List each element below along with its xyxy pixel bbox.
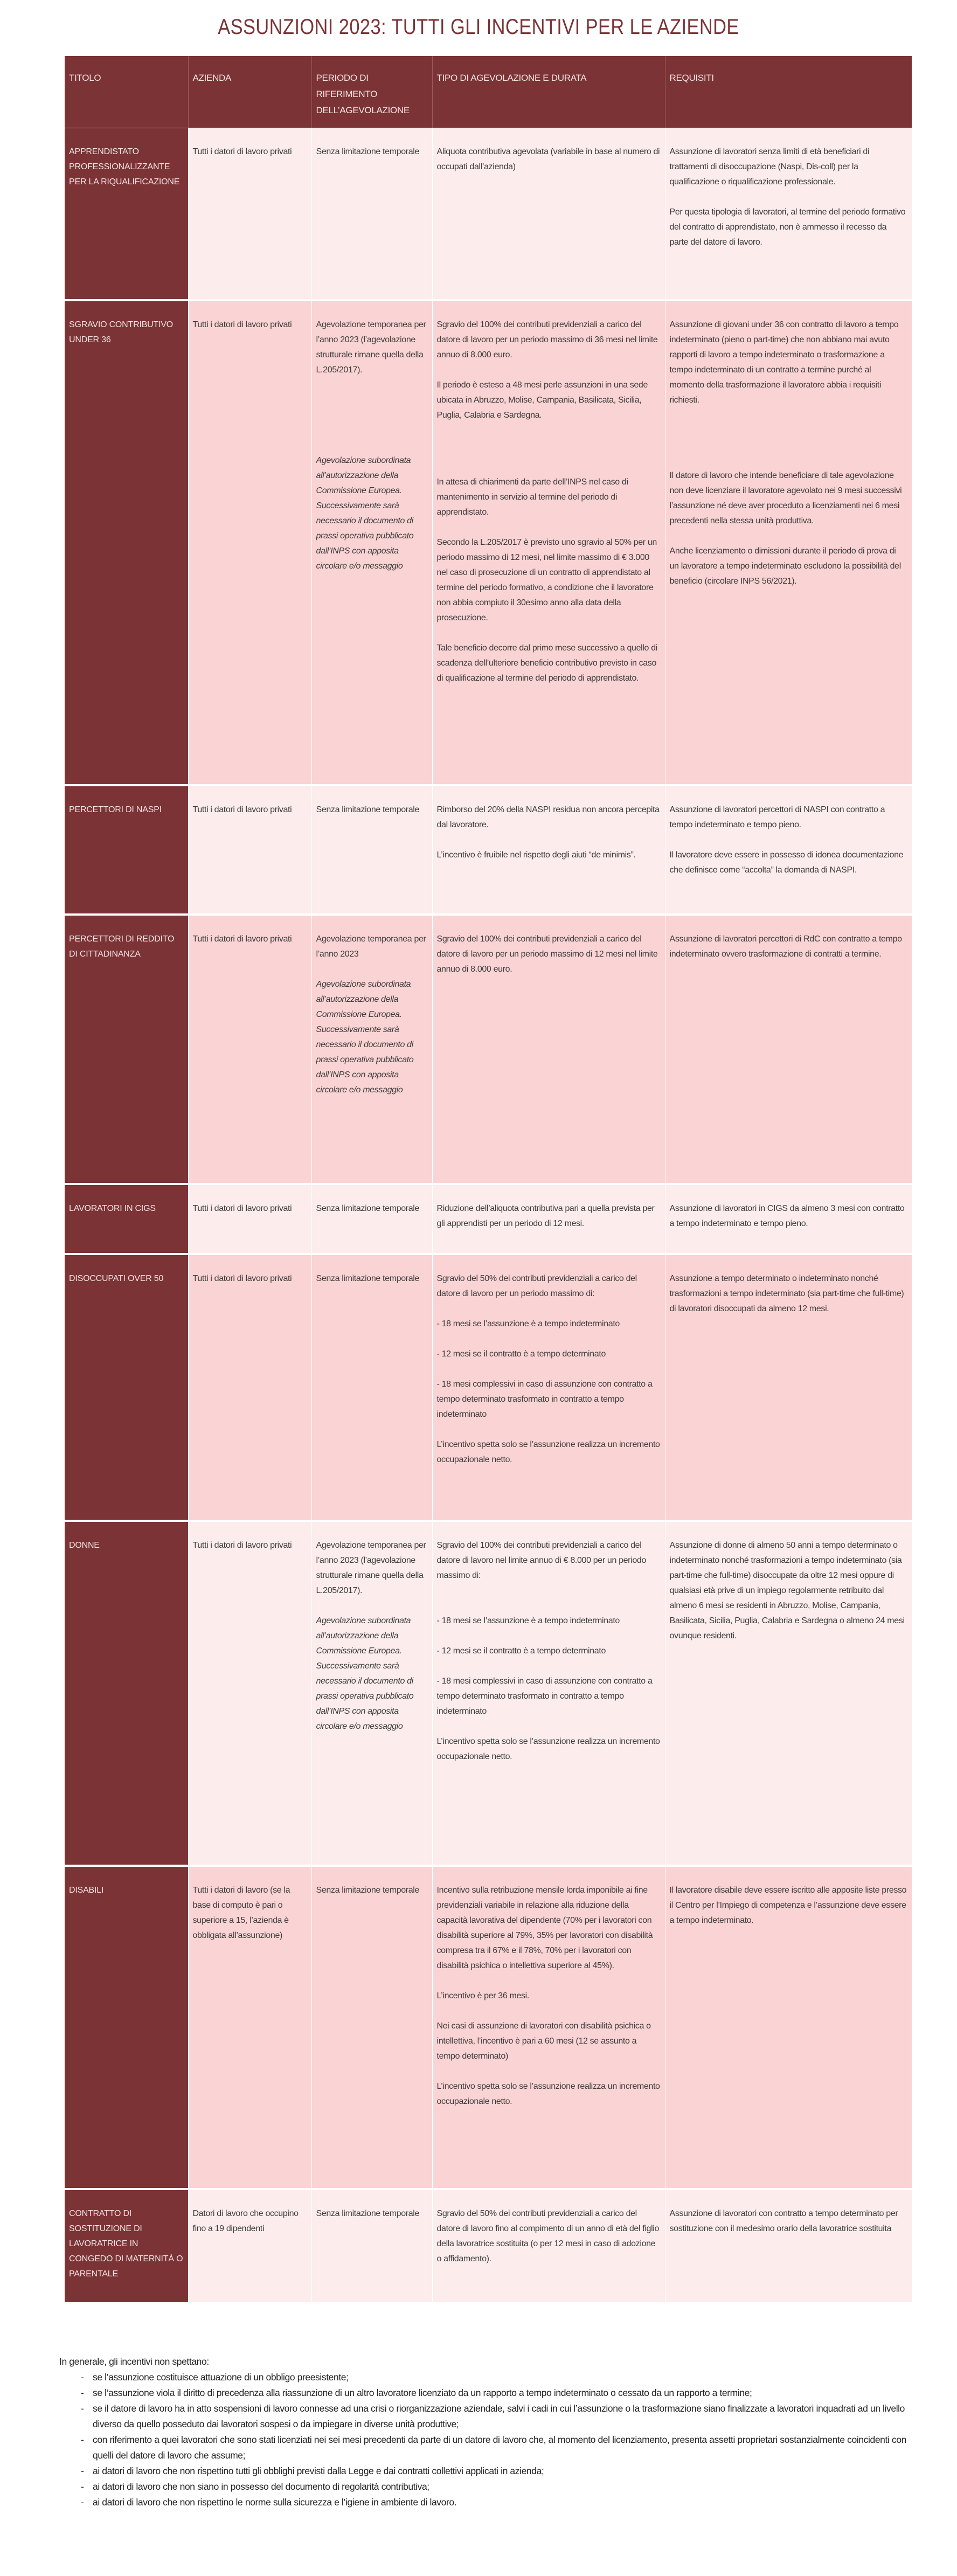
table-row xyxy=(65,128,912,300)
cell-tipo xyxy=(432,128,665,300)
tipo-paragraph: Sgravio del 100% dei contributi previdenziali a carico del datore di lavoro per un periodo massimo di 36 mesi nel limite annuo di 8.000 euro. xyxy=(436,320,658,359)
cell-tipo xyxy=(432,2189,665,2302)
header-periodo: PERIODO DI RIFERIMENTO DELL’AGEVOLAZIONE xyxy=(311,56,432,128)
cell-azienda: Tutti i datori di lavoro privati xyxy=(188,1254,311,1521)
header-azienda: AZIENDA xyxy=(188,56,311,128)
requisiti-paragraph: Assunzione di lavoratori senza limiti di età beneficiari di trattamenti di disoccupazione (Naspi, Dis-coll) per la qualificazione o riqualificazione professionale. xyxy=(669,147,870,186)
header-titolo: TITOLO xyxy=(65,56,188,128)
spacer xyxy=(437,520,661,535)
cell-requisiti xyxy=(665,915,912,1184)
tipo-paragraph: In attesa di chiarimenti da parte dell’INPS nel caso di mantenimento in servizio al termine del periodo di apprendistato. xyxy=(436,477,628,517)
notes-item xyxy=(81,2463,911,2479)
tipo-paragraph: - 12 mesi se il contratto è a tempo determinato xyxy=(436,1349,606,1359)
cell-tipo xyxy=(432,1866,665,2189)
spacer xyxy=(670,529,907,544)
spacer xyxy=(316,962,428,977)
notes-list xyxy=(81,2370,911,2510)
periodo-text: Senza limitazione temporale xyxy=(316,805,420,814)
spacer xyxy=(437,833,661,848)
tipo-paragraph: Sgravio del 100% dei contributi previdenziali a carico del datore di lavoro nel limite annuo di € 8.000 per un periodo massimo di: xyxy=(436,1541,647,1580)
bullet-dash: - xyxy=(81,2497,84,2508)
periodo-note: Agevolazione subordinata all’autorizzazione della Commissione Europea. Successivamente sarà necessario il documento di prassi operativa pubblicato dall’INPS con apposita circolare e/o messaggio xyxy=(316,980,414,1095)
spacer xyxy=(437,1629,661,1644)
table-row xyxy=(65,785,912,915)
cell-titolo: SGRAVIO CONTRIBUTIVO UNDER 36 xyxy=(65,300,188,785)
spacer xyxy=(437,1422,661,1437)
cell-azienda: Tutti i datori di lavoro privati xyxy=(188,300,311,785)
tipo-paragraph: - 18 mesi se l’assunzione è a tempo indeterminato xyxy=(436,1616,620,1625)
cell-titolo: CONTRATTO DI SOSTITUZIONE DI LAVORATRICE IN CONGEDO DI MATERNITÀ O PARENTALE xyxy=(65,2189,188,2302)
tipo-paragraph: Secondo la L.205/2017 è previsto uno sgravio al 50% per un periodo massimo di 12 mesi, nel limite massimo di € 3.000 nel caso di prosecuzione di un contratto di apprendistato al termine del periodo formativo, a condizione che il lavoratore non abbia compiuto il 30esimo anno alla data della prosecuzione. xyxy=(436,538,657,622)
notes-item-text: ai datori di lavoro che non rispettino le norme sulla sicurezza e l’igiene in ambiente di lavoro. xyxy=(93,2497,457,2508)
table-row xyxy=(65,2189,912,2302)
periodo-note: Agevolazione subordinata all’autorizzazione della Commissione Europea. Successivamente sarà necessario il documento di prassi operativa pubblicato dall’INPS con apposita circolare e/o messaggio xyxy=(316,1616,414,1731)
spacer xyxy=(670,833,907,848)
cell-periodo xyxy=(311,1254,432,1521)
periodo-text: Senza limitazione temporale xyxy=(316,147,420,156)
table-row xyxy=(65,1521,912,1866)
notes-item-text: ai datori di lavoro che non siano in possesso del documento di regolarità contributiva; xyxy=(93,2481,429,2492)
spacer xyxy=(437,1301,661,1317)
notes-item xyxy=(81,2495,911,2510)
spacer xyxy=(437,1583,661,1614)
cell-requisiti xyxy=(665,300,912,785)
cell-requisiti xyxy=(665,1254,912,1521)
tipo-paragraph: Riduzione dell’aliquota contributiva pari a quella prevista per gli apprendisti per un periodo di 12 mesi. xyxy=(436,1204,655,1228)
requisiti-paragraph: Assunzione di lavoratori percettori di NASPI con contratto a tempo indeterminato e tempo pieno. xyxy=(669,805,885,829)
cell-periodo xyxy=(311,300,432,785)
cell-titolo: DISOCCUPATI OVER 50 xyxy=(65,1254,188,1521)
cell-azienda: Tutti i datori di lavoro privati xyxy=(188,1521,311,1866)
spacer xyxy=(670,408,907,468)
requisiti-paragraph: Il lavoratore deve essere in possesso di idonea documentazione che definisce come “accolta” la domanda di NASPI. xyxy=(669,850,904,875)
periodo-text: Agevolazione temporanea per l’anno 2023 (l’agevolazione strutturale rimane quella della L.205/2017). xyxy=(316,320,426,375)
tipo-paragraph: L’incentivo è fruibile nel rispetto degli aiuti “de minimis”. xyxy=(436,850,636,860)
bullet-dash: - xyxy=(81,2372,84,2383)
tipo-paragraph: - 12 mesi se il contratto è a tempo determinato xyxy=(436,1646,606,1656)
cell-titolo: LAVORATORI IN CIGS xyxy=(65,1184,188,1254)
cell-periodo xyxy=(311,785,432,915)
bullet-dash: - xyxy=(81,2481,84,2492)
cell-tipo xyxy=(432,1254,665,1521)
requisiti-paragraph: Assunzione di giovani under 36 con contratto di lavoro a tempo indeterminato (pieno o part-time) che non abbiano mai avuto rapporti di lavoro a tempo indeterminato o trasformazione a tempo indeterminato di un contratto a termine purché al momento della trasformazione il lavoratore abbia i requisiti richiesti. xyxy=(669,320,899,405)
cell-periodo xyxy=(311,2189,432,2302)
bullet-dash: - xyxy=(81,2403,84,2414)
spacer xyxy=(670,190,907,205)
periodo-note: Agevolazione subordinata all’autorizzazione della Commissione Europea. Successivamente sarà necessario il documento di prassi operativa pubblicato dall’INPS con apposita circolare e/o messaggio xyxy=(316,456,414,571)
tipo-paragraph: L’incentivo spetta solo se l’assunzione realizza un incremento occupazionale netto. xyxy=(436,2082,660,2106)
periodo-text: Senza limitazione temporale xyxy=(316,2209,420,2218)
requisiti-paragraph: Per questa tipologia di lavoratori, al termine del periodo formativo del contratto di apprendistato, non è ammesso il recesso da parte del datore di lavoro. xyxy=(669,207,906,247)
requisiti-paragraph: Assunzione di donne di almeno 50 anni a tempo determinato o indeterminato nonché trasformazioni a tempo indeterminato (sia part-time che full-time) disoccupate da oltre 12 mesi oppure di qualsiasi età prive di un impiego regolarmente retribuito dal almeno 6 mesi se residenti in Abruzzo, Molise, Campania, Basilicata, Sicilia, Puglia, Calabria e Sardegna o almeno 24 mesi ovunque residenti. xyxy=(669,1541,905,1640)
notes-item-text: se l’assunzione viola il diritto di precedenza alla riassunzione di un altro lavoratore licenziato da un rapporto a tempo indeterminato o cessato da un rapporto a termine; xyxy=(93,2387,752,2398)
tipo-paragraph: Tale beneficio decorre dal primo mese successivo a quello di scadenza dell’ulteriore beneficio contributivo previsto in caso di qualificazione al termine del periodo di apprendistato. xyxy=(436,643,657,683)
periodo-text: Agevolazione temporanea per l’anno 2023 (l’agevolazione strutturale rimane quella della L.205/2017). xyxy=(316,1541,426,1595)
cell-titolo: APPRENDISTATO PROFESSIONALIZZANTE PER LA RIQUALIFICAZIONE xyxy=(65,128,188,300)
tipo-paragraph: Sgravio del 100% dei contributi previdenziali a carico del datore di lavoro per un periodo massimo di 12 mesi nel limite annuo di 8.000 euro. xyxy=(436,934,658,974)
cell-tipo xyxy=(432,1184,665,1254)
cell-tipo xyxy=(432,300,665,785)
requisiti-paragraph: Assunzione di lavoratori percettori di RdC con contratto a tempo indeterminato ovvero trasformazione di contratti a termine. xyxy=(669,934,902,959)
cell-titolo: DISABILI xyxy=(65,1866,188,2189)
periodo-text: Agevolazione temporanea per l’anno 2023 xyxy=(316,934,426,959)
cell-periodo xyxy=(311,128,432,300)
cell-tipo xyxy=(432,1521,665,1866)
spacer xyxy=(437,423,661,475)
cell-requisiti xyxy=(665,128,912,300)
cell-titolo: DONNE xyxy=(65,1521,188,1866)
cell-requisiti xyxy=(665,1184,912,1254)
tipo-paragraph: Sgravio del 50% dei contributi previdenziali a carico del datore di lavoro fino al compimento di un anno di età del figlio della lavoratrice sostituita (o per 12 mesi in caso di adozione o affidamento). xyxy=(436,2209,660,2263)
notes-item-text: se il datore di lavoro ha in atto sospensioni di lavoro connesse ad una crisi o riorganizzazione aziendale, salvi i cadi in cui l’assunzione o la trasformazione siano finalizzate a lavoratori inquadrati ad un livello diverso da quello posseduto dai lavoratori sospesi o da impiegare in diverse unità produttive; xyxy=(93,2403,905,2429)
tipo-paragraph: L’incentivo è per 36 mesi. xyxy=(436,1991,529,2000)
cell-titolo: PERCETTORI DI REDDITO DI CITTADINANZA xyxy=(65,915,188,1184)
spacer xyxy=(437,2064,661,2079)
cell-azienda: Tutti i datori di lavoro privati xyxy=(188,785,311,915)
tipo-paragraph: L’incentivo spetta solo se l’assunzione realizza un incremento occupazionale netto. xyxy=(436,1737,660,1761)
notes-item xyxy=(81,2385,911,2401)
spacer xyxy=(437,2004,661,2019)
periodo-text: Senza limitazione temporale xyxy=(316,1274,420,1283)
spacer xyxy=(437,1332,661,1347)
tipo-paragraph: - 18 mesi complessivi in caso di assunzione con contratto a tempo determinato trasformato in contratto a tempo indeterminato xyxy=(436,1380,653,1419)
notes-item-text: se l’assunzione costituisce attuazione di un obbligo preesistente; xyxy=(93,2372,349,2383)
notes-item xyxy=(81,2401,911,2432)
cell-periodo xyxy=(311,1866,432,2189)
requisiti-paragraph: Il datore di lavoro che intende beneficiare di tale agevolazione non deve licenziare il lavoratore agevolato nei 9 mesi successivi l’assunzione né deve aver proceduto a licenziamenti nei 6 mesi precedenti nella stessa unità produttiva. xyxy=(669,471,902,525)
tipo-paragraph: Incentivo sulla retribuzione mensile lorda imponibile ai fine previdenziali variabile in relazione alla riduzione della capacità lavorativa del dipendente (70% per i lavoratori con disabilità superiore al 79%, 35% per lavoratori con disabilità compresa tra il 67% e il 78%, 70% per i lavoratori con disabilità psichica o intellettiva superiore al 45%). xyxy=(436,1886,653,1970)
cell-periodo xyxy=(311,1184,432,1254)
table-row xyxy=(65,915,912,1184)
table-row xyxy=(65,1254,912,1521)
cell-requisiti xyxy=(665,1521,912,1866)
tipo-paragraph: Aliquota contributiva agevolata (variabile in base al numero di occupati dall’azienda) xyxy=(436,147,660,171)
notes-intro: In generale, gli incentivi non spettano: xyxy=(59,2356,209,2367)
page-title: ASSUNZIONI 2023: TUTTI GLI INCENTIVI PER LE AZIENDE xyxy=(218,15,739,39)
requisiti-paragraph: Il lavoratore disabile deve essere iscritto alle apposite liste presso il Centro per l’Impiego di competenza e l’assunzione deve essere a tempo indeterminato. xyxy=(669,1886,907,1925)
cell-azienda: Tutti i datori di lavoro privati xyxy=(188,1184,311,1254)
incentives-table xyxy=(65,56,912,2303)
bullet-dash: - xyxy=(81,2387,84,2398)
header-requisiti: REQUISITI xyxy=(665,56,912,128)
cell-titolo: PERCETTORI DI NASPI xyxy=(65,785,188,915)
notes-item-text: ai datori di lavoro che non rispettino tutti gli obblighi previsti dalla Legge e dai contratti collettivi applicati in azienda; xyxy=(93,2466,544,2476)
cell-tipo xyxy=(432,785,665,915)
bullet-dash: - xyxy=(81,2434,84,2445)
spacer xyxy=(437,1973,661,1989)
spacer xyxy=(316,378,428,453)
spacer xyxy=(437,626,661,641)
cell-tipo xyxy=(432,915,665,1184)
notes-item-text: con riferimento a quei lavoratori che sono stati licenziati nei sei mesi precedenti da parte di un datore di lavoro che, al momento del licenziamento, presenta assetti proprietari sostanzialmente coincidenti con quelli del datore di lavoro che assume; xyxy=(93,2434,906,2461)
tipo-paragraph: Rimborso del 20% della NASPI residua non ancora percepita dal lavoratore. xyxy=(436,805,660,829)
spacer xyxy=(437,363,661,378)
exclusions-notes xyxy=(59,2354,911,2510)
requisiti-paragraph: Assunzione di lavoratori con contratto a tempo determinato per sostituzione con il medesimo orario della lavoratrice sostituita xyxy=(669,2209,898,2233)
periodo-text: Senza limitazione temporale xyxy=(316,1886,420,1895)
notes-item xyxy=(81,2479,911,2495)
notes-item xyxy=(81,2370,911,2385)
cell-azienda: Tutti i datori di lavoro privati xyxy=(188,915,311,1184)
requisiti-paragraph: Assunzione di lavoratori in CIGS da almeno 3 mesi con contratto a tempo indeterminato e tempo pieno. xyxy=(669,1204,905,1228)
header-tipo: TIPO DI AGEVOLAZIONE E DURATA xyxy=(432,56,665,128)
tipo-paragraph: Nei casi di assunzione di lavoratori con disabilità psichica o intellettiva, l’incentivo è pari a 60 mesi (12 se assunto a tempo determinato) xyxy=(436,2021,651,2061)
bullet-dash: - xyxy=(81,2466,84,2476)
spacer xyxy=(437,1719,661,1734)
table-row xyxy=(65,1184,912,1254)
spacer xyxy=(316,1598,428,1614)
tipo-paragraph: - 18 mesi se l’assunzione è a tempo indeterminato xyxy=(436,1319,620,1328)
requisiti-paragraph: Anche licenziamento o dimissioni durante il periodo di prova di un lavoratore a tempo indeterminato escludono la possibilità del beneficio (circolare INPS 56/2021). xyxy=(669,546,901,586)
notes-item xyxy=(81,2432,911,2463)
cell-azienda: Tutti i datori di lavoro (se la base di computo è pari o superiore a 15, l’azienda è obbligata all’assunzione) xyxy=(188,1866,311,2189)
tipo-paragraph: L’incentivo spetta solo se l’assunzione realizza un incremento occupazionale netto. xyxy=(436,1440,660,1464)
spacer xyxy=(437,1362,661,1377)
cell-azienda: Datori di lavoro che occupino fino a 19 dipendenti xyxy=(188,2189,311,2302)
cell-requisiti xyxy=(665,2189,912,2302)
cell-periodo xyxy=(311,1521,432,1866)
cell-periodo xyxy=(311,915,432,1184)
tipo-paragraph: - 18 mesi complessivi in caso di assunzione con contratto a tempo determinato trasformato in contratto a tempo indeterminato xyxy=(436,1677,653,1716)
table-header-row xyxy=(65,56,912,128)
requisiti-paragraph: Assunzione a tempo determinato o indeterminato nonché trasformazioni a tempo indeterminato (sia part-time che full-time) di lavoratori disoccupati da almeno 12 mesi. xyxy=(669,1274,904,1313)
cell-requisiti xyxy=(665,1866,912,2189)
table-row xyxy=(65,1866,912,2189)
tipo-paragraph: Il periodo è esteso a 48 mesi perle assunzioni in una sede ubicata in Abruzzo, Molise, Campania, Basilicata, Sicilia, Puglia, Calabria e Sardegna. xyxy=(436,380,648,420)
spacer xyxy=(437,1659,661,1674)
periodo-text: Senza limitazione temporale xyxy=(316,1204,420,1213)
cell-azienda: Tutti i datori di lavoro privati xyxy=(188,128,311,300)
tipo-paragraph: Sgravio del 50% dei contributi previdenziali a carico del datore di lavoro per un periodo massimo di: xyxy=(436,1274,637,1298)
cell-requisiti xyxy=(665,785,912,915)
table-row xyxy=(65,300,912,785)
